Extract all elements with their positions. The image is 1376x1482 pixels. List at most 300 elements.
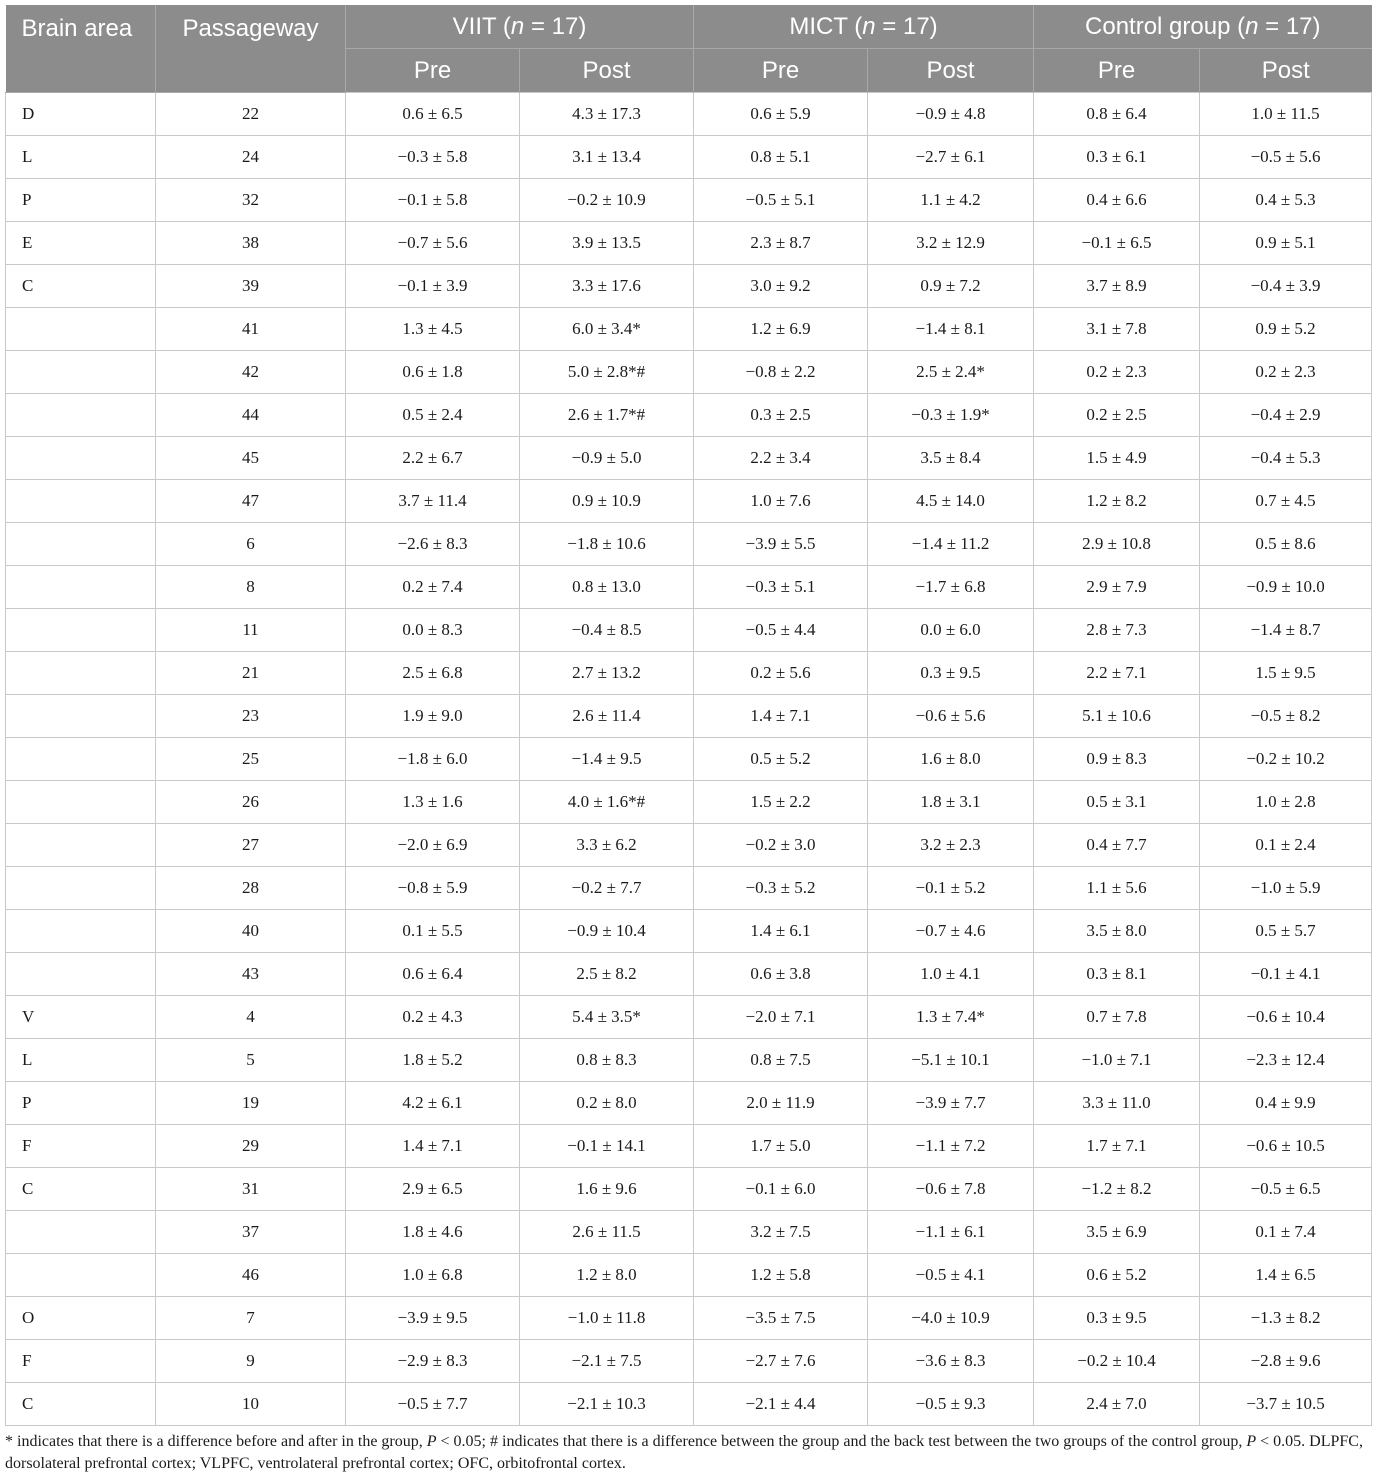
brain-area-cell xyxy=(6,738,156,781)
value-cell: −0.7 ± 4.6 xyxy=(868,910,1034,953)
value-cell: 3.5 ± 6.9 xyxy=(1034,1211,1200,1254)
value-cell: −0.5 ± 4.4 xyxy=(694,609,868,652)
value-cell: 0.2 ± 8.0 xyxy=(520,1082,694,1125)
brain-area-cell xyxy=(6,609,156,652)
value-cell: −0.3 ± 5.2 xyxy=(694,867,868,910)
value-cell: −2.0 ± 6.9 xyxy=(346,824,520,867)
value-cell: 0.7 ± 4.5 xyxy=(1200,480,1372,523)
passageway-cell: 21 xyxy=(156,652,346,695)
value-cell: 3.5 ± 8.4 xyxy=(868,437,1034,480)
brain-area-cell: C xyxy=(6,1168,156,1211)
value-cell: −0.1 ± 4.1 xyxy=(1200,953,1372,996)
brain-area-cell xyxy=(6,781,156,824)
value-cell: 2.9 ± 10.8 xyxy=(1034,523,1200,566)
n-value: = 17 xyxy=(1265,12,1313,40)
value-cell: −0.6 ± 7.8 xyxy=(868,1168,1034,1211)
passageway-cell: 5 xyxy=(156,1039,346,1082)
value-cell: −3.7 ± 10.5 xyxy=(1200,1383,1372,1426)
value-cell: 3.0 ± 9.2 xyxy=(694,265,868,308)
brain-area-cell: D xyxy=(6,93,156,136)
brain-area-cell: E xyxy=(6,222,156,265)
value-cell: −0.5 ± 5.1 xyxy=(694,179,868,222)
passageway-cell: 11 xyxy=(156,609,346,652)
brain-area-cell xyxy=(6,351,156,394)
passageway-cell: 8 xyxy=(156,566,346,609)
brain-area-cell xyxy=(6,523,156,566)
table-row xyxy=(6,179,1372,222)
value-cell: 0.3 ± 9.5 xyxy=(1034,1297,1200,1340)
value-cell: 2.8 ± 7.3 xyxy=(1034,609,1200,652)
value-cell: 5.1 ± 10.6 xyxy=(1034,695,1200,738)
value-cell: 0.9 ± 10.9 xyxy=(520,480,694,523)
value-cell: 3.2 ± 2.3 xyxy=(868,824,1034,867)
value-cell: −0.4 ± 8.5 xyxy=(520,609,694,652)
value-cell: 3.1 ± 13.4 xyxy=(520,136,694,179)
value-cell: −3.5 ± 7.5 xyxy=(694,1297,868,1340)
value-cell: 1.8 ± 4.6 xyxy=(346,1211,520,1254)
table-row xyxy=(6,566,1372,609)
value-cell: −1.1 ± 6.1 xyxy=(868,1211,1034,1254)
brain-area-cell: P xyxy=(6,179,156,222)
value-cell: −0.3 ± 5.8 xyxy=(346,136,520,179)
value-cell: 0.1 ± 5.5 xyxy=(346,910,520,953)
value-cell: −0.6 ± 10.4 xyxy=(1200,996,1372,1039)
value-cell: −2.6 ± 8.3 xyxy=(346,523,520,566)
value-cell: −0.2 ± 10.9 xyxy=(520,179,694,222)
passageway-cell: 26 xyxy=(156,781,346,824)
viit-pre-header: Pre xyxy=(346,49,520,93)
value-cell: 0.6 ± 6.4 xyxy=(346,953,520,996)
value-cell: 3.3 ± 11.0 xyxy=(1034,1082,1200,1125)
table-row xyxy=(6,1125,1372,1168)
value-cell: −0.1 ± 3.9 xyxy=(346,265,520,308)
value-cell: −1.8 ± 6.0 xyxy=(346,738,520,781)
brain-area-cell: L xyxy=(6,1039,156,1082)
brain-area-cell xyxy=(6,394,156,437)
value-cell: 1.7 ± 5.0 xyxy=(694,1125,868,1168)
value-cell: 1.0 ± 6.8 xyxy=(346,1254,520,1297)
value-cell: 0.4 ± 6.6 xyxy=(1034,179,1200,222)
footnote-part-1: * indicates that there is a difference before and after in the group, xyxy=(5,1433,427,1450)
value-cell: 0.2 ± 5.6 xyxy=(694,652,868,695)
value-cell: −2.1 ± 4.4 xyxy=(694,1383,868,1426)
brain-area-cell: F xyxy=(6,1125,156,1168)
value-cell: −0.4 ± 3.9 xyxy=(1200,265,1372,308)
value-cell: 3.3 ± 17.6 xyxy=(520,265,694,308)
value-cell: −1.0 ± 5.9 xyxy=(1200,867,1372,910)
value-cell: −0.5 ± 4.1 xyxy=(868,1254,1034,1297)
value-cell: −0.1 ± 5.2 xyxy=(868,867,1034,910)
value-cell: 0.3 ± 8.1 xyxy=(1034,953,1200,996)
brain-area-cell: C xyxy=(6,265,156,308)
value-cell: 2.6 ± 11.5 xyxy=(520,1211,694,1254)
value-cell: −0.1 ± 5.8 xyxy=(346,179,520,222)
table-row xyxy=(6,136,1372,179)
control-group-header: Control group (n = 17) xyxy=(1034,5,1372,49)
table-header xyxy=(6,5,1372,93)
value-cell: 1.4 ± 7.1 xyxy=(694,695,868,738)
value-cell: 1.5 ± 9.5 xyxy=(1200,652,1372,695)
value-cell: −2.8 ± 9.6 xyxy=(1200,1340,1372,1383)
table-row xyxy=(6,480,1372,523)
passageway-cell: 23 xyxy=(156,695,346,738)
table-row xyxy=(6,1254,1372,1297)
table-row xyxy=(6,695,1372,738)
value-cell: 0.0 ± 8.3 xyxy=(346,609,520,652)
brain-area-cell xyxy=(6,1254,156,1297)
table-row xyxy=(6,523,1372,566)
table-row xyxy=(6,1297,1372,1340)
value-cell: −0.9 ± 10.4 xyxy=(520,910,694,953)
group-name: VIIT xyxy=(452,12,497,40)
value-cell: 0.5 ± 3.1 xyxy=(1034,781,1200,824)
brain-area-cell: C xyxy=(6,1383,156,1426)
table-body xyxy=(6,93,1372,1426)
value-cell: −0.4 ± 2.9 xyxy=(1200,394,1372,437)
value-cell: 1.4 ± 6.5 xyxy=(1200,1254,1372,1297)
table-row xyxy=(6,394,1372,437)
brain-area-cell: L xyxy=(6,136,156,179)
value-cell: 2.5 ± 6.8 xyxy=(346,652,520,695)
passageway-cell: 41 xyxy=(156,308,346,351)
table-row xyxy=(6,996,1372,1039)
value-cell: 0.8 ± 13.0 xyxy=(520,566,694,609)
value-cell: −0.1 ± 6.0 xyxy=(694,1168,868,1211)
value-cell: −2.9 ± 8.3 xyxy=(346,1340,520,1383)
value-cell: −1.8 ± 10.6 xyxy=(520,523,694,566)
brain-area-cell xyxy=(6,566,156,609)
value-cell: 1.2 ± 5.8 xyxy=(694,1254,868,1297)
value-cell: −3.9 ± 9.5 xyxy=(346,1297,520,1340)
value-cell: −0.8 ± 5.9 xyxy=(346,867,520,910)
passageway-cell: 29 xyxy=(156,1125,346,1168)
value-cell: 1.0 ± 11.5 xyxy=(1200,93,1372,136)
value-cell: −0.1 ± 6.5 xyxy=(1034,222,1200,265)
passageway-cell: 39 xyxy=(156,265,346,308)
value-cell: −1.4 ± 11.2 xyxy=(868,523,1034,566)
passageway-header: Passageway xyxy=(156,5,346,93)
value-cell: 1.9 ± 9.0 xyxy=(346,695,520,738)
value-cell: 1.4 ± 7.1 xyxy=(346,1125,520,1168)
brain-area-cell xyxy=(6,824,156,867)
value-cell: −1.0 ± 11.8 xyxy=(520,1297,694,1340)
value-cell: 1.7 ± 7.1 xyxy=(1034,1125,1200,1168)
value-cell: 2.2 ± 3.4 xyxy=(694,437,868,480)
value-cell: 3.2 ± 7.5 xyxy=(694,1211,868,1254)
value-cell: 0.3 ± 9.5 xyxy=(868,652,1034,695)
table-footnote xyxy=(5,1431,1371,1475)
table-row xyxy=(6,781,1372,824)
value-cell: 2.2 ± 7.1 xyxy=(1034,652,1200,695)
value-cell: 1.2 ± 8.0 xyxy=(520,1254,694,1297)
n-value: = 17 xyxy=(882,12,930,40)
value-cell: 2.6 ± 1.7*# xyxy=(520,394,694,437)
value-cell: 1.6 ± 9.6 xyxy=(520,1168,694,1211)
value-cell: 0.2 ± 2.3 xyxy=(1200,351,1372,394)
value-cell: −5.1 ± 10.1 xyxy=(868,1039,1034,1082)
value-cell: 4.2 ± 6.1 xyxy=(346,1082,520,1125)
passageway-cell: 46 xyxy=(156,1254,346,1297)
table-row xyxy=(6,351,1372,394)
value-cell: 3.5 ± 8.0 xyxy=(1034,910,1200,953)
passageway-cell: 25 xyxy=(156,738,346,781)
value-cell: 1.1 ± 4.2 xyxy=(868,179,1034,222)
group-name: MICT xyxy=(789,12,848,40)
value-cell: −2.1 ± 7.5 xyxy=(520,1340,694,1383)
table-row xyxy=(6,1340,1372,1383)
footnote-part-3: < 0.05. DLPFC, dorsolateral prefrontal cortex; VLPFC, ventrolateral prefrontal cortex; OFC, orbitofrontal cortex. xyxy=(5,1433,1363,1472)
value-cell: 3.7 ± 11.4 xyxy=(346,480,520,523)
value-cell: 0.4 ± 9.9 xyxy=(1200,1082,1372,1125)
value-cell: 0.4 ± 5.3 xyxy=(1200,179,1372,222)
value-cell: 6.0 ± 3.4* xyxy=(520,308,694,351)
value-cell: −2.7 ± 6.1 xyxy=(868,136,1034,179)
value-cell: −2.0 ± 7.1 xyxy=(694,996,868,1039)
results-table xyxy=(5,5,1372,1426)
brain-area-cell xyxy=(6,480,156,523)
value-cell: 4.3 ± 17.3 xyxy=(520,93,694,136)
value-cell: −0.2 ± 3.0 xyxy=(694,824,868,867)
brain-area-cell xyxy=(6,695,156,738)
passageway-cell: 22 xyxy=(156,93,346,136)
value-cell: 3.3 ± 6.2 xyxy=(520,824,694,867)
passageway-cell: 9 xyxy=(156,1340,346,1383)
passageway-cell: 40 xyxy=(156,910,346,953)
value-cell: −1.4 ± 8.7 xyxy=(1200,609,1372,652)
group-name: Control group xyxy=(1085,12,1231,40)
footnote-part-2: < 0.05; # indicates that there is a difference between the group and the back test between the two groups of the control group, xyxy=(436,1433,1247,1450)
value-cell: −2.7 ± 7.6 xyxy=(694,1340,868,1383)
table-row xyxy=(6,910,1372,953)
value-cell: −0.2 ± 10.4 xyxy=(1034,1340,1200,1383)
brain-area-cell xyxy=(6,953,156,996)
value-cell: −4.0 ± 10.9 xyxy=(868,1297,1034,1340)
table-row xyxy=(6,738,1372,781)
value-cell: 1.3 ± 1.6 xyxy=(346,781,520,824)
viit-post-header: Post xyxy=(520,49,694,93)
table-row xyxy=(6,953,1372,996)
value-cell: −1.3 ± 8.2 xyxy=(1200,1297,1372,1340)
value-cell: −0.4 ± 5.3 xyxy=(1200,437,1372,480)
value-cell: −1.4 ± 8.1 xyxy=(868,308,1034,351)
passageway-cell: 47 xyxy=(156,480,346,523)
value-cell: 2.7 ± 13.2 xyxy=(520,652,694,695)
brain-area-cell xyxy=(6,1211,156,1254)
value-cell: −1.7 ± 6.8 xyxy=(868,566,1034,609)
mict-group-header: MICT (n = 17) xyxy=(694,5,1034,49)
control-pre-header: Pre xyxy=(1034,49,1200,93)
table-row xyxy=(6,609,1372,652)
value-cell: −3.9 ± 5.5 xyxy=(694,523,868,566)
table-row xyxy=(6,824,1372,867)
table-row xyxy=(6,1039,1372,1082)
passageway-cell: 28 xyxy=(156,867,346,910)
value-cell: 0.4 ± 7.7 xyxy=(1034,824,1200,867)
value-cell: 0.5 ± 5.2 xyxy=(694,738,868,781)
brain-area-cell xyxy=(6,437,156,480)
value-cell: −0.5 ± 6.5 xyxy=(1200,1168,1372,1211)
n-label: n xyxy=(862,12,876,40)
value-cell: 0.0 ± 6.0 xyxy=(868,609,1034,652)
table-row xyxy=(6,1168,1372,1211)
value-cell: −0.2 ± 7.7 xyxy=(520,867,694,910)
value-cell: 3.9 ± 13.5 xyxy=(520,222,694,265)
value-cell: −3.9 ± 7.7 xyxy=(868,1082,1034,1125)
value-cell: −0.3 ± 5.1 xyxy=(694,566,868,609)
value-cell: 0.5 ± 2.4 xyxy=(346,394,520,437)
value-cell: 3.2 ± 12.9 xyxy=(868,222,1034,265)
brain-area-cell xyxy=(6,910,156,953)
passageway-cell: 24 xyxy=(156,136,346,179)
viit-group-header: VIIT (n = 17) xyxy=(346,5,694,49)
passageway-cell: 31 xyxy=(156,1168,346,1211)
table-row xyxy=(6,437,1372,480)
table-row xyxy=(6,265,1372,308)
value-cell: 0.6 ± 6.5 xyxy=(346,93,520,136)
value-cell: 0.9 ± 5.2 xyxy=(1200,308,1372,351)
value-cell: 1.8 ± 5.2 xyxy=(346,1039,520,1082)
value-cell: 0.9 ± 5.1 xyxy=(1200,222,1372,265)
value-cell: 0.9 ± 7.2 xyxy=(868,265,1034,308)
value-cell: −0.1 ± 14.1 xyxy=(520,1125,694,1168)
brain-area-cell xyxy=(6,308,156,351)
value-cell: 0.8 ± 8.3 xyxy=(520,1039,694,1082)
table-row xyxy=(6,308,1372,351)
value-cell: 4.0 ± 1.6*# xyxy=(520,781,694,824)
passageway-cell: 10 xyxy=(156,1383,346,1426)
value-cell: 3.7 ± 8.9 xyxy=(1034,265,1200,308)
value-cell: 1.0 ± 7.6 xyxy=(694,480,868,523)
value-cell: 0.3 ± 2.5 xyxy=(694,394,868,437)
value-cell: 0.7 ± 7.8 xyxy=(1034,996,1200,1039)
value-cell: 2.2 ± 6.7 xyxy=(346,437,520,480)
p-label: P xyxy=(426,1433,437,1450)
brain-area-cell: F xyxy=(6,1340,156,1383)
value-cell: −0.2 ± 10.2 xyxy=(1200,738,1372,781)
value-cell: 0.6 ± 3.8 xyxy=(694,953,868,996)
value-cell: 5.4 ± 3.5* xyxy=(520,996,694,1039)
passageway-cell: 4 xyxy=(156,996,346,1039)
value-cell: −0.9 ± 4.8 xyxy=(868,93,1034,136)
value-cell: 0.6 ± 5.9 xyxy=(694,93,868,136)
brain-area-cell xyxy=(6,867,156,910)
n-label: n xyxy=(510,12,525,40)
value-cell: −1.4 ± 9.5 xyxy=(520,738,694,781)
table-row xyxy=(6,222,1372,265)
value-cell: 0.1 ± 7.4 xyxy=(1200,1211,1372,1254)
passageway-cell: 45 xyxy=(156,437,346,480)
value-cell: −0.5 ± 9.3 xyxy=(868,1383,1034,1426)
value-cell: 0.1 ± 2.4 xyxy=(1200,824,1372,867)
value-cell: 2.9 ± 7.9 xyxy=(1034,566,1200,609)
table-row xyxy=(6,1082,1372,1125)
passageway-cell: 43 xyxy=(156,953,346,996)
value-cell: 0.2 ± 7.4 xyxy=(346,566,520,609)
value-cell: 0.2 ± 2.5 xyxy=(1034,394,1200,437)
table-row xyxy=(6,1383,1372,1426)
value-cell: −0.3 ± 1.9* xyxy=(868,394,1034,437)
n-label: n xyxy=(1245,12,1259,40)
value-cell: −0.5 ± 5.6 xyxy=(1200,136,1372,179)
p-label: P xyxy=(1246,1433,1257,1450)
brain-area-cell: P xyxy=(6,1082,156,1125)
value-cell: 1.5 ± 2.2 xyxy=(694,781,868,824)
value-cell: 4.5 ± 14.0 xyxy=(868,480,1034,523)
value-cell: 1.2 ± 8.2 xyxy=(1034,480,1200,523)
value-cell: 0.9 ± 8.3 xyxy=(1034,738,1200,781)
value-cell: 1.3 ± 4.5 xyxy=(346,308,520,351)
value-cell: −3.6 ± 8.3 xyxy=(868,1340,1034,1383)
value-cell: −0.8 ± 2.2 xyxy=(694,351,868,394)
value-cell: 0.2 ± 4.3 xyxy=(346,996,520,1039)
value-cell: −2.3 ± 12.4 xyxy=(1200,1039,1372,1082)
mict-pre-header: Pre xyxy=(694,49,868,93)
value-cell: 1.2 ± 6.9 xyxy=(694,308,868,351)
table-row xyxy=(6,652,1372,695)
value-cell: −0.6 ± 5.6 xyxy=(868,695,1034,738)
value-cell: 2.0 ± 11.9 xyxy=(694,1082,868,1125)
passageway-cell: 6 xyxy=(156,523,346,566)
value-cell: 1.5 ± 4.9 xyxy=(1034,437,1200,480)
value-cell: 1.0 ± 2.8 xyxy=(1200,781,1372,824)
value-cell: −0.9 ± 5.0 xyxy=(520,437,694,480)
value-cell: 1.8 ± 3.1 xyxy=(868,781,1034,824)
passageway-cell: 44 xyxy=(156,394,346,437)
value-cell: 2.5 ± 2.4* xyxy=(868,351,1034,394)
value-cell: 2.6 ± 11.4 xyxy=(520,695,694,738)
passageway-cell: 32 xyxy=(156,179,346,222)
value-cell: −0.9 ± 10.0 xyxy=(1200,566,1372,609)
passageway-cell: 19 xyxy=(156,1082,346,1125)
value-cell: 1.6 ± 8.0 xyxy=(868,738,1034,781)
value-cell: −1.0 ± 7.1 xyxy=(1034,1039,1200,1082)
brain-area-cell: V xyxy=(6,996,156,1039)
passageway-cell: 38 xyxy=(156,222,346,265)
mict-post-header: Post xyxy=(868,49,1034,93)
table-row xyxy=(6,1211,1372,1254)
value-cell: 5.0 ± 2.8*# xyxy=(520,351,694,394)
value-cell: −0.6 ± 10.5 xyxy=(1200,1125,1372,1168)
brain-area-cell xyxy=(6,652,156,695)
value-cell: 0.8 ± 5.1 xyxy=(694,136,868,179)
value-cell: −0.5 ± 7.7 xyxy=(346,1383,520,1426)
passageway-cell: 27 xyxy=(156,824,346,867)
value-cell: 0.2 ± 2.3 xyxy=(1034,351,1200,394)
value-cell: −1.2 ± 8.2 xyxy=(1034,1168,1200,1211)
value-cell: 0.5 ± 8.6 xyxy=(1200,523,1372,566)
value-cell: −0.7 ± 5.6 xyxy=(346,222,520,265)
value-cell: 2.4 ± 7.0 xyxy=(1034,1383,1200,1426)
value-cell: −2.1 ± 10.3 xyxy=(520,1383,694,1426)
value-cell: −0.5 ± 8.2 xyxy=(1200,695,1372,738)
value-cell: 2.3 ± 8.7 xyxy=(694,222,868,265)
n-value: = 17 xyxy=(530,12,579,40)
value-cell: 1.4 ± 6.1 xyxy=(694,910,868,953)
passageway-cell: 42 xyxy=(156,351,346,394)
value-cell: 0.6 ± 1.8 xyxy=(346,351,520,394)
control-post-header: Post xyxy=(1200,49,1372,93)
value-cell: 1.3 ± 7.4* xyxy=(868,996,1034,1039)
value-cell: 1.1 ± 5.6 xyxy=(1034,867,1200,910)
passageway-cell: 7 xyxy=(156,1297,346,1340)
value-cell: −1.1 ± 7.2 xyxy=(868,1125,1034,1168)
value-cell: 1.0 ± 4.1 xyxy=(868,953,1034,996)
value-cell: 0.8 ± 7.5 xyxy=(694,1039,868,1082)
table-row xyxy=(6,93,1372,136)
brain-area-cell: O xyxy=(6,1297,156,1340)
value-cell: 0.6 ± 5.2 xyxy=(1034,1254,1200,1297)
passageway-cell: 37 xyxy=(156,1211,346,1254)
